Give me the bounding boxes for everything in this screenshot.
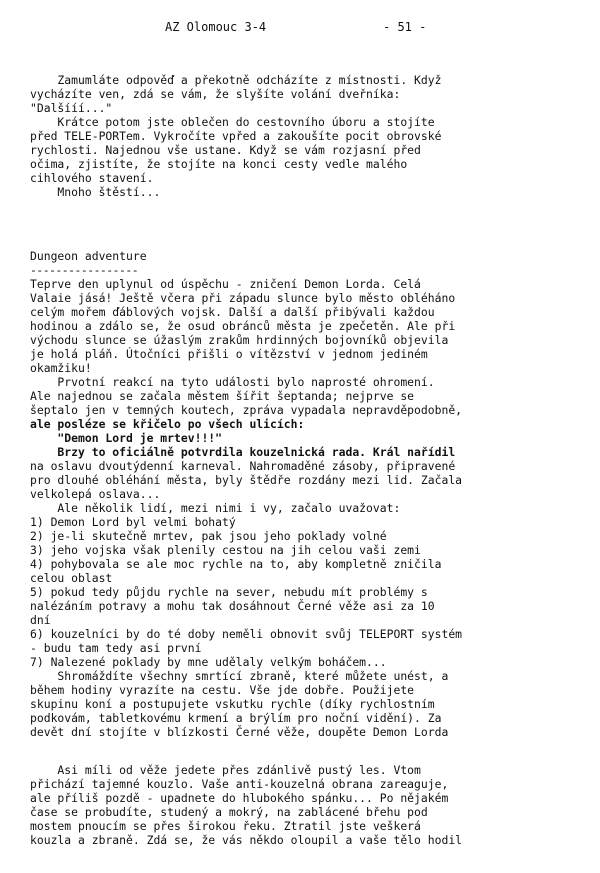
text-line: velkolepá oslava...	[30, 487, 161, 501]
text-line: pro dlouhé obléhání města, byly štědře rozdány mezi lid. Začala	[30, 473, 463, 487]
section-heading: Dungeon adventure	[30, 249, 147, 263]
text-line: vycházíte ven, zdá se vám, že slyšíte volání dveřníka:	[30, 87, 401, 101]
text-line: kouzla a zbraně. Zdá se, že vás někdo oloupil a vaše tělo hodil	[30, 833, 463, 847]
list-item: 2) je-li skutečně mrtev, pak jsou jeho poklady volné	[30, 529, 387, 543]
page-number: - 51 -	[383, 20, 427, 34]
text-line: Shromáždíte všechny smrtící zbraně, které můžete unést, a	[30, 669, 449, 683]
text-line: okamžiku!	[30, 361, 92, 375]
list-item: 4) pohybovala se ale moc rychle na to, aby kompletně zničila	[30, 557, 442, 571]
text-line: Mnoho štěstí...	[30, 185, 161, 199]
text-line: "Demon Lord je mrtev!!!"	[30, 431, 223, 445]
text-line: Ale najednou se začala městem šířit šeptanda; nejprve se	[30, 389, 415, 403]
running-header-title: AZ Olomouc 3-4	[165, 20, 267, 34]
text-line: přichází tajemné kouzlo. Vaše anti-kouzelná obrana zareaguje,	[30, 777, 449, 791]
list-item: 6) kouzelníci by do té doby neměli obnovit svůj TELEPORT systém	[30, 627, 463, 641]
text-line: Asi míli od věže jedete přes zdánlivě pustý les. Vtom	[30, 763, 421, 777]
text-line: čase se probudíte, studený a mokrý, na zablácené břehu pod	[30, 805, 428, 819]
text-line: je holá pláň. Útočníci přišli o vítězství v jednom jediném	[30, 347, 428, 361]
text-line: Teprve den uplynul od úspěchu - zničení Demon Lorda. Celá	[30, 277, 421, 291]
section-underline: -----------------	[30, 263, 139, 277]
text-line: během hodiny vyrazíte na cestu. Vše jde dobře. Použijete	[30, 683, 415, 697]
text-line: cihlového stavení.	[30, 171, 154, 185]
text-line: Krátce potom jste oblečen do cestovního úboru a stojíte	[30, 115, 435, 129]
list-item: 5) pokud tedy půjdu rychle na sever, nebudu mít problémy s	[30, 585, 428, 599]
text-line: očima, zjistíte, že stojíte na konci cesty vedle malého	[30, 157, 408, 171]
text-line: rychlosti. Najednou vše ustane. Když se vám rozjasní před	[30, 143, 421, 157]
text-line: ale posléze se křičelo po všech ulicích:	[30, 417, 305, 431]
text-line: východu slunce se úžaslým zrakům hrdinných bojovníků objevila	[30, 333, 449, 347]
text-line: Valaie jásá! Ještě včera při západu slunce bylo město obléháno	[30, 291, 456, 305]
text-line: na oslavu dvoutýdenní karneval. Nahromaděné zásoby, připravené	[30, 459, 456, 473]
list-item-continued: celou oblast	[30, 571, 113, 585]
text-line: podkovám, tabletkovému krmení a brýlím pro noční vidění). Za	[30, 711, 442, 725]
list-item-continued: - budu tam tedy asi první	[30, 641, 202, 655]
text-line: před TELE-PORTem. Vykročíte vpřed a zakoušíte pocit obrovské	[30, 129, 442, 143]
text-line: mostem pnoucím se přes širokou řeku. Ztratil jste veškerá	[30, 819, 421, 833]
text-line: "Dalšííí..."	[30, 101, 113, 115]
text-line: šeptalo jen v temných koutech, zpráva vypadala nepravděpodobně,	[30, 403, 463, 417]
list-item: 1) Demon Lord byl velmi bohatý	[30, 515, 236, 529]
text-line: Zamumláte odpověď a překotně odcházíte z místnosti. Když	[30, 73, 442, 87]
text-line: Ale několik lidí, mezi nimi i vy, začalo uvažovat:	[30, 501, 401, 515]
text-line: ale příliš pozdě - upadnete do hlubokého spánku... Po nějakém	[30, 791, 449, 805]
list-item-continued: nalézáním potravy a mohu tak dosáhnout Černé věže asi za 10	[30, 599, 435, 613]
text-line: devět dní stojíte v blízkosti Černé věže, doupěte Demon Lorda	[30, 725, 449, 739]
text-line: skupinu koní a postupujete vskutku rychle (díky rychlostním	[30, 697, 435, 711]
list-item-continued: dní	[30, 613, 51, 627]
list-item: 3) jeho vojska však plenily cestou na jih celou vaši zemi	[30, 543, 421, 557]
text-line: celým mořem ďáblových vojsk. Další a další přibývali každou	[30, 305, 435, 319]
text-line: Brzy to oficiálně potvrdila kouzelnická rada. Král nařídil	[30, 445, 456, 459]
text-line: Prvotní reakcí na tyto události bylo naprosté ohromení.	[30, 375, 435, 389]
list-item: 7) Nalezené poklady by mne udělaly velkým boháčem...	[30, 655, 387, 669]
text-line: hodinou a zdálo se, že osud obránců města je zpečetěn. Ale při	[30, 319, 456, 333]
